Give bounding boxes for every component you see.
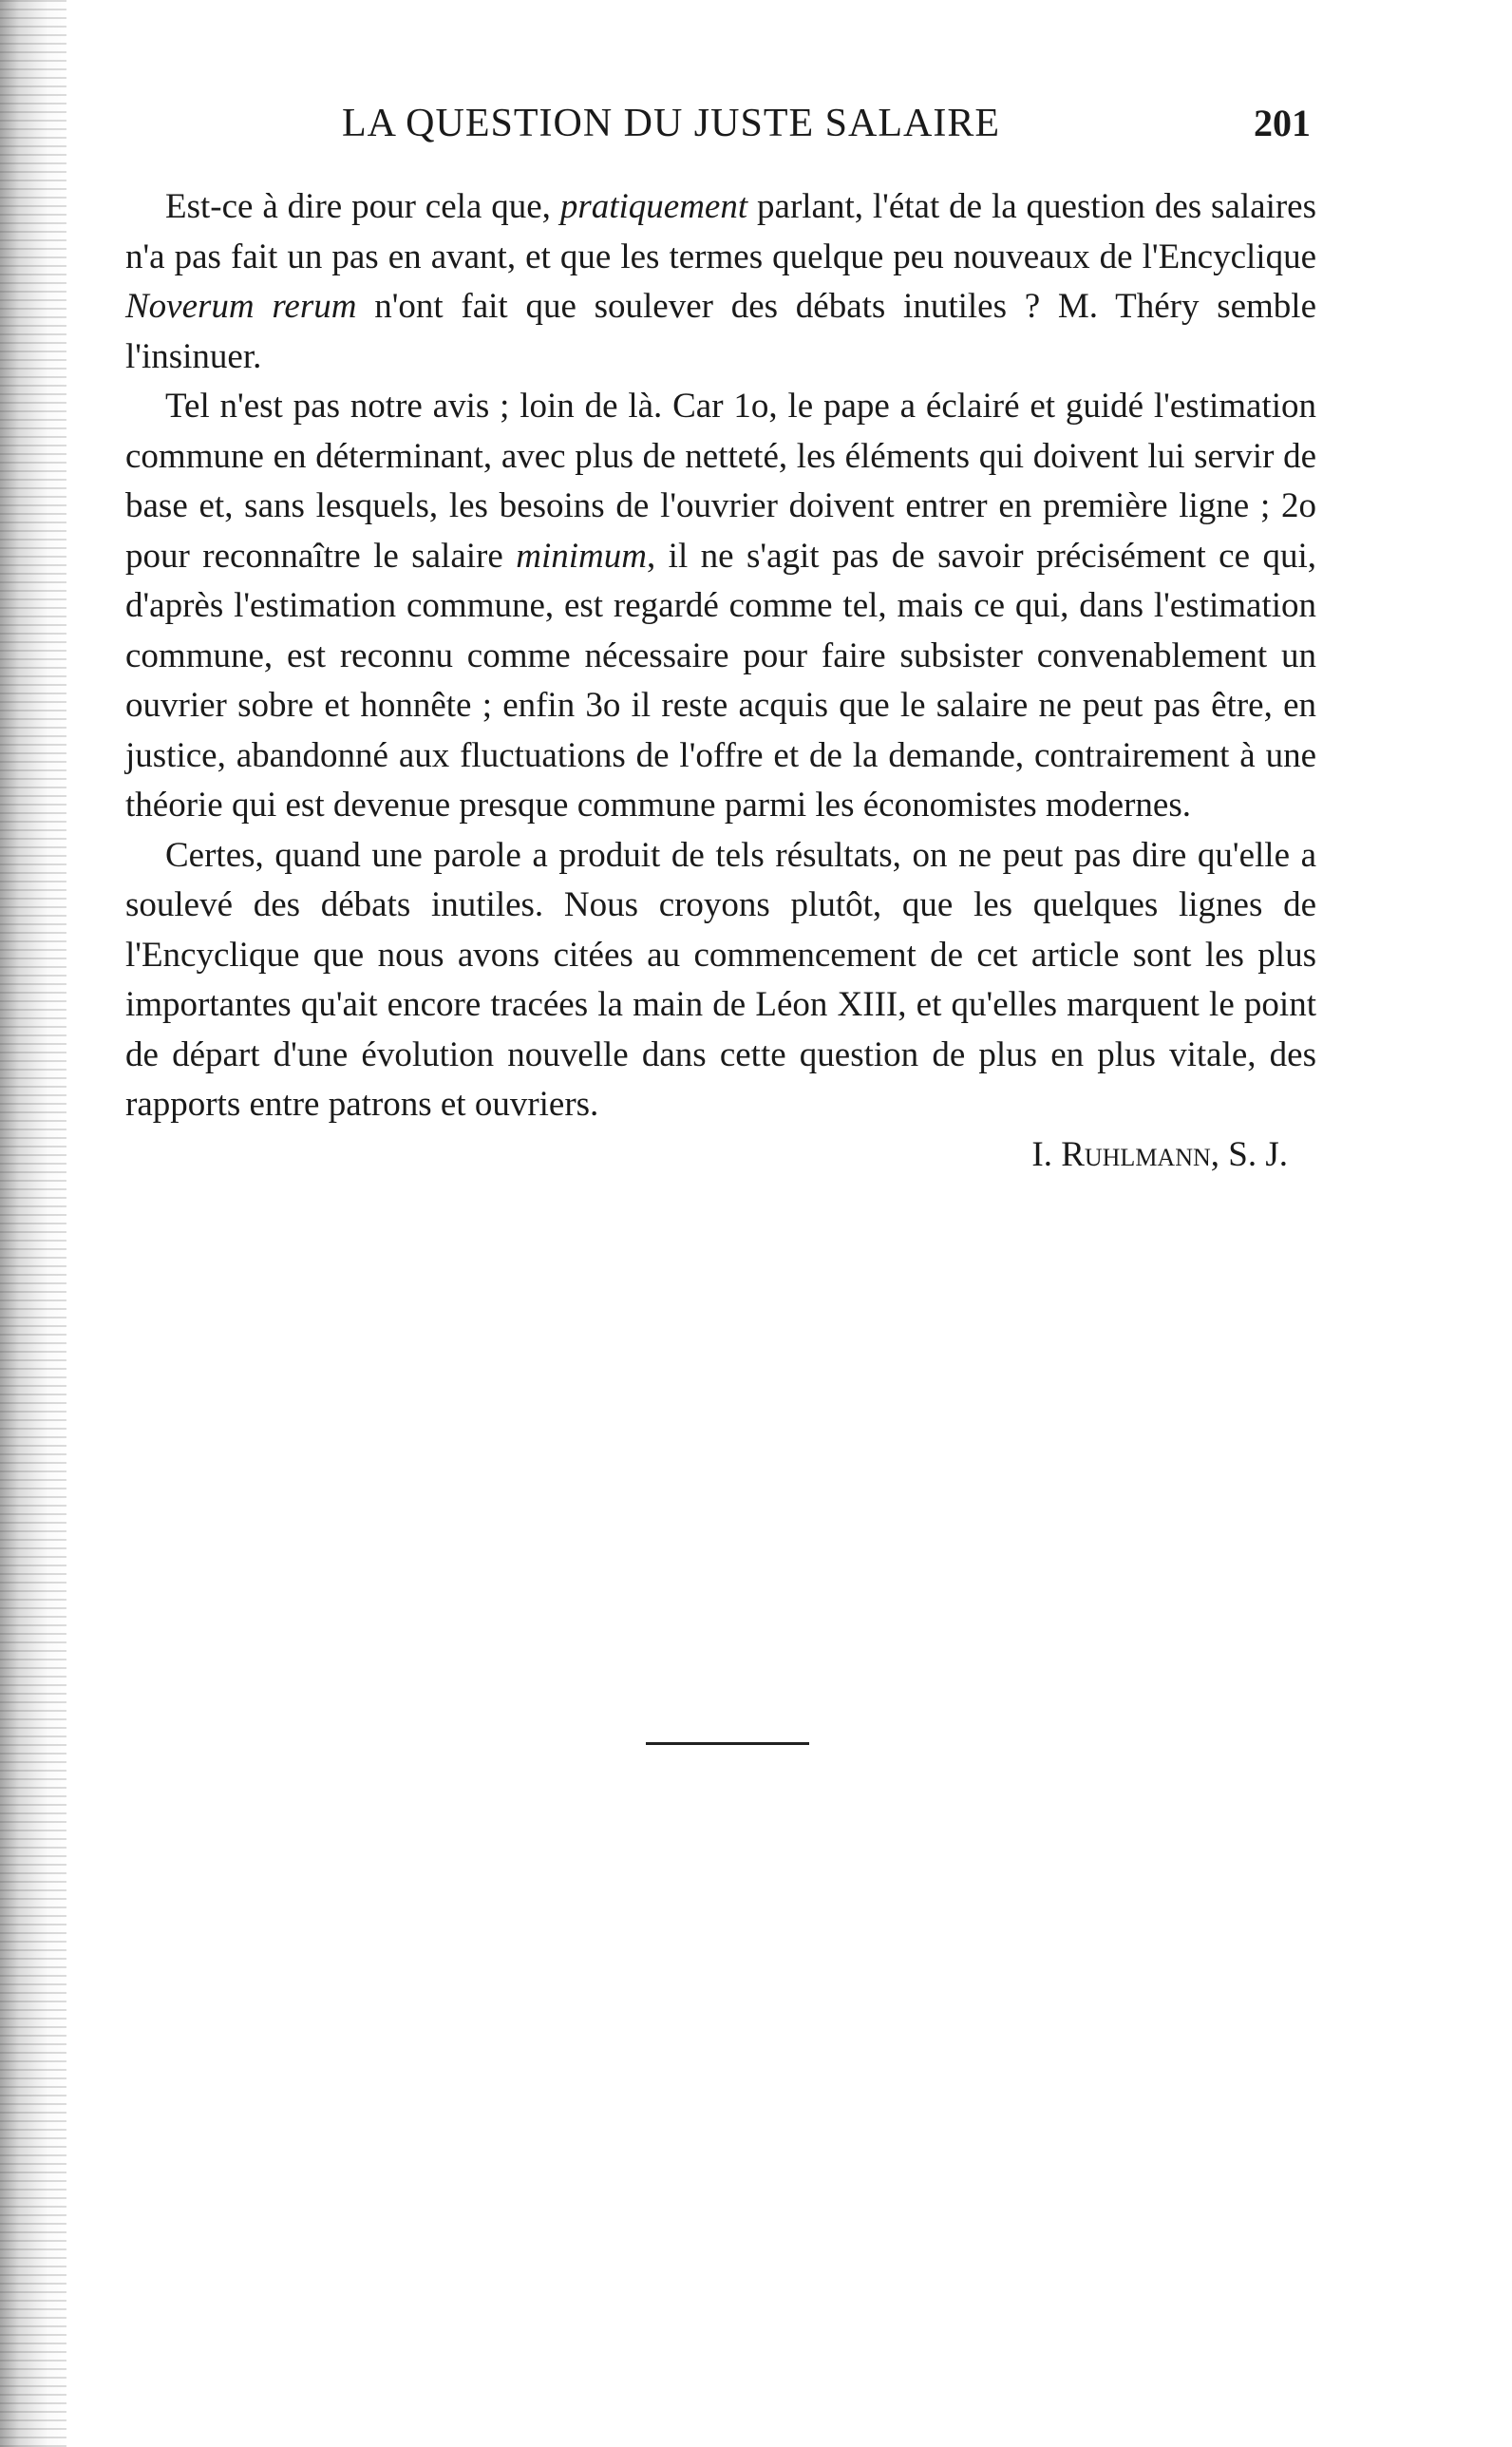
page-header	[342, 95, 1311, 152]
author-signature: I. Ruhlmann, S. J.	[1031, 1134, 1288, 1174]
italic-term: minimum	[516, 536, 647, 576]
section-end-rule	[646, 1742, 809, 1745]
paragraph-2: Tel n'est pas notre avis ; loin de là. Car 1o, le pape a éclairé et guidé l'estimation commune en déterminant, avec plus de netteté, les éléments qui doivent lui servir de base et, sans lesquels, les besoins de l'ouvrier doivent entrer en première ligne ; 2o pour reconnaître le salaire minimum, il ne s'agit pas de savoir précisément ce qui, d'après l'estimation commune, est regardé comme tel, mais ce qui, dans l'estimation commune, est reconnu comme nécessaire pour faire subsister convenablement un ouvrier sobre et honnête ; enfin 3o il reste acquis que le salaire ne peut pas être, en justice, abandonné aux fluctuations de l'offre et de la demande, contrairement à une théorie qui est devenue presque commune parmi les économistes modernes.	[125, 387, 1316, 825]
paragraph-3: Certes, quand une parole a produit de tels résultats, on ne peut pas dire qu'elle a soulevé des débats inutiles. Nous croyons plutôt, que les quelques lignes de l'Encyclique que nous avons citées au commencement de cet article sont les plus importantes qu'ait encore tracées la main de Léon XIII, et qu'elles marquent le point de départ d'une évolution nouvelle dans cette question de plus en plus vitale, des rapports entre patrons et ouvriers.	[125, 835, 1316, 1124]
running-title: LA QUESTION DU JUSTE SALAIRE	[342, 102, 1000, 145]
paragraph-1: Est-ce à dire pour cela que, pratiquement parlant, l'état de la question des salaires n'a pas fait un pas en avant, et que les termes quelque peu nouveaux de l'Encyclique Noverum rerum n'ont fait que soulever des débats inutiles ? M. Théry semble l'insinuer.	[125, 187, 1316, 376]
italic-term: pratiquement	[559, 187, 748, 226]
article-body	[125, 182, 1316, 1180]
italic-encyclical-title: Noverum rerum	[125, 287, 357, 326]
page-number: 201	[1254, 102, 1311, 144]
scanned-page-edge	[0, 0, 66, 2447]
